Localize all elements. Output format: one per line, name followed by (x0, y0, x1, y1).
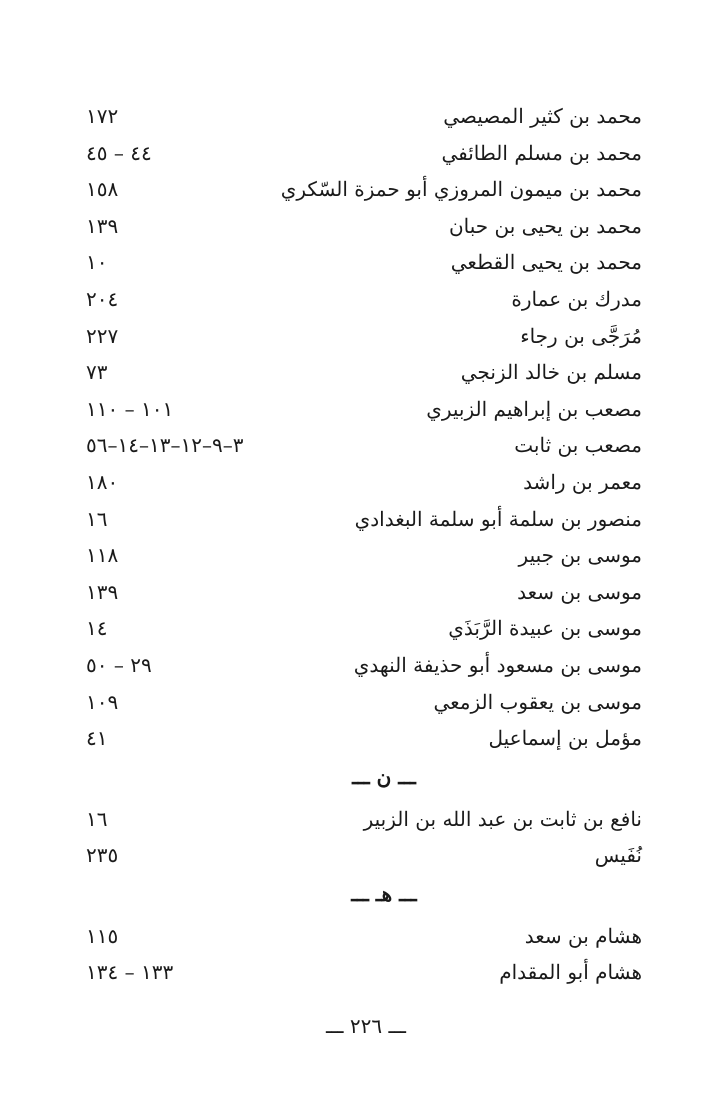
index-entry (86, 920, 642, 957)
section-heading-nun (86, 759, 642, 803)
entry-pages: ٢٩ – ٥٠ (86, 652, 152, 677)
entry-name: مؤمل بن إسماعيل (488, 726, 642, 751)
entry-pages: ١٠١ – ١١٠ (86, 396, 174, 421)
entry-pages: ١٦ (86, 806, 108, 831)
entry-name: محمد بن يحيى القطعي (450, 250, 642, 275)
entry-name: موسى بن جبير (518, 543, 642, 568)
entry-name: مسلم بن خالد الزنجي (460, 360, 642, 385)
section-heading-ha (86, 876, 642, 920)
index-entry (86, 722, 642, 759)
entry-name: هشام بن سعد (524, 923, 642, 948)
section-heading-text: ـــ ن ـــ (352, 764, 416, 789)
index-entry (86, 429, 642, 466)
entry-pages: ١١٨ (86, 543, 119, 568)
entry-pages: ١٦ (86, 506, 108, 531)
entry-name: معمر بن راشد (523, 469, 642, 494)
entry-name: موسى بن عبيدة الرَّبَذَي (448, 616, 642, 641)
index-entry (86, 173, 642, 210)
index-entry (86, 137, 642, 174)
index-entries (86, 100, 642, 993)
entry-pages: ١٥٨ (86, 177, 119, 202)
entry-pages: ٣–٩–١٢–١٣–١٤–٥٦ (86, 433, 244, 458)
page-number (0, 1014, 724, 1038)
entry-name: نافع بن ثابت بن عبد الله بن الزبير (363, 806, 642, 831)
entry-name: محمد بن كثير المصيصي (443, 104, 642, 128)
entry-name: محمد بن ميمون المروزي أبو حمزة السّكري (280, 177, 642, 202)
entry-name: محمد بن يحيى بن حبان (448, 213, 642, 238)
entry-pages: ١٣٣ – ١٣٤ (86, 960, 174, 985)
index-entry (86, 839, 642, 876)
entry-pages: ١٨٠ (86, 469, 119, 494)
entry-pages: ٧٣ (86, 360, 108, 385)
entry-name: هشام أبو المقدام (499, 960, 642, 985)
entry-name: منصور بن سلمة أبو سلمة البغدادي (354, 506, 642, 531)
entry-pages: ١٧٢ (86, 104, 119, 128)
index-entry (86, 576, 642, 613)
index-entry (86, 210, 642, 247)
entry-name: مصعب بن إبراهيم الزبيري (426, 396, 642, 421)
entry-name: موسى بن يعقوب الزمعي (433, 689, 642, 714)
section-heading-text: ـــ هـ ـــ (351, 881, 417, 906)
entry-pages: ١٣٩ (86, 213, 119, 238)
entry-pages: ١٠ (86, 250, 108, 275)
entry-pages: ١١٥ (86, 923, 119, 948)
entry-pages: ٤٤ – ٤٥ (86, 140, 152, 165)
index-entry (86, 393, 642, 430)
index-entry (86, 100, 642, 137)
index-entry (86, 466, 642, 503)
page-number-text: ـــ ٢٢٦ ـــ (325, 1014, 407, 1038)
index-entry (86, 320, 642, 357)
entry-pages: ٢٢٧ (86, 323, 119, 348)
entry-pages: ٤١ (86, 726, 108, 751)
entry-name: نُفَيس (594, 843, 642, 868)
entry-name: مُرَجَّى بن رجاء (520, 323, 642, 348)
entry-pages: ٢٣٥ (86, 843, 119, 868)
index-entry (86, 803, 642, 840)
entry-name: محمد بن مسلم الطائفي (441, 140, 642, 165)
index-entry (86, 356, 642, 393)
entry-name: مصعب بن ثابت (514, 433, 642, 458)
entry-pages: ١٣٩ (86, 579, 119, 604)
index-entry (86, 956, 642, 993)
index-entry (86, 686, 642, 723)
index-entry (86, 246, 642, 283)
entry-name: موسى بن مسعود أبو حذيفة النهدي (353, 652, 642, 677)
index-entry (86, 649, 642, 686)
entry-name: مدرك بن عمارة (511, 286, 642, 311)
index-entry (86, 539, 642, 576)
entry-pages: ٢٠٤ (86, 286, 119, 311)
entry-pages: ١٤ (86, 616, 108, 641)
entry-pages: ١٠٩ (86, 689, 119, 714)
index-entry (86, 612, 642, 649)
index-entry (86, 503, 642, 540)
index-entry (86, 283, 642, 320)
entry-name: موسى بن سعد (517, 579, 642, 604)
